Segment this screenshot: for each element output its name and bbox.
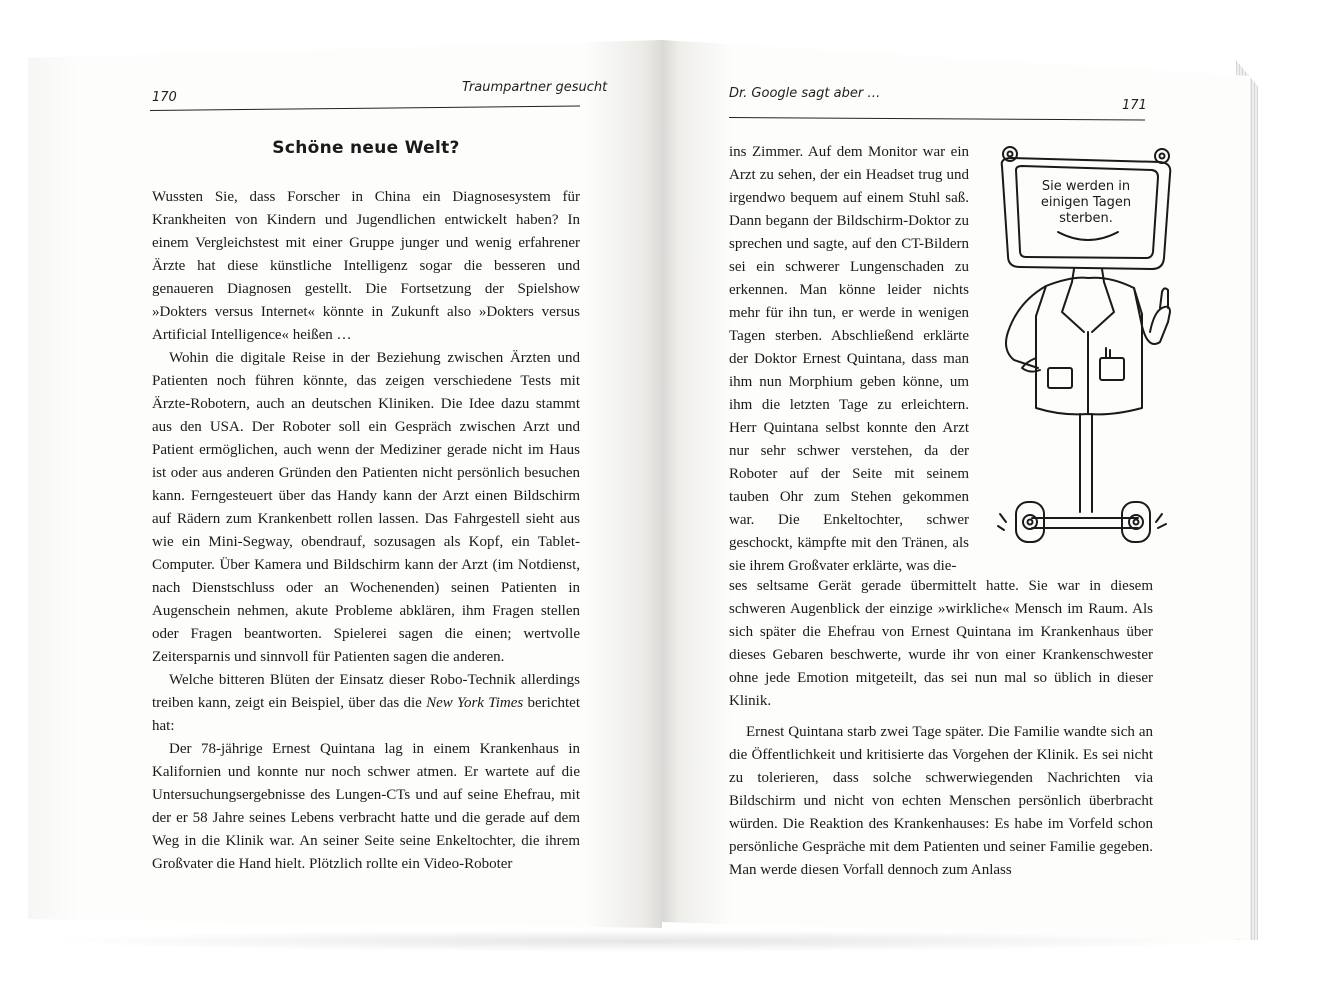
coat-pocket-right [1100, 358, 1124, 380]
right-page-number: 171 [1122, 98, 1147, 113]
segway-pole [1080, 414, 1092, 512]
wheel-right [1122, 502, 1150, 542]
speech-line-3: sterben. [1059, 211, 1113, 226]
left-arm [1006, 286, 1046, 368]
paragraph: Wussten Sie, dass Forscher in China ein Diagnosesystem für Krankheiten von Kindern und Jugendlichen entwickelt haben? In einem Vergleichstest mit einer Gruppe junger und wenig erfahrener Ärzte hat diese künstliche Intelligenz sogar die besseren und genaueren Diagnosen gestellt. Die Fortsetzung der Spielshow »Dokters versus Internet« könnte in Zukunft also »Dokters versus Artificial Intelligence« heißen … [152, 189, 580, 343]
paragraph-text: Welche bitteren Blüten der Einsatz dieser Robo-Technik allerdings treiben kann, zeigt ein Beispiel, über das die [152, 672, 580, 711]
motion-lines-left [998, 514, 1006, 530]
paragraph: ins Zimmer. Auf dem Monitor war ein Arzt zu sehen, der ein Headset trug und irgendwo bequem auf einem Stuhl saß. Dann begann der Bildschirm-Doktor zu sprechen und sagte, auf den CT-Bildern sei ein schwerer Lungenschaden zu erkennen. Man könne leider nichts mehr für ihn tun, er werde in wenigen Tagen sterben. Abschließend erklärte der Doktor Ernest Quintana, dass man ihm nun Morphium geben könne, um ihm die letzten Tage zu erleichtern. Herr Quintana selbst konnte den Arzt nur sehr schwer verstehen, da der Roboter auf der Seite mit seinem tauben Ohr zum Stehen gekommen war. Die Enkeltochter, schwer geschockt, kämpfte mit den Tränen, als sie ihrem Großvater erklärte, was die- [729, 144, 969, 574]
wheel-left [1016, 502, 1044, 542]
speech-line-2: einigen Tagen [1040, 195, 1132, 210]
paragraph-text: berichtet hat: [152, 695, 580, 734]
left-text-column [152, 186, 580, 876]
motion-lines-right [1156, 514, 1166, 528]
monitor-knob-right [1155, 149, 1169, 163]
right-arm [1134, 288, 1168, 344]
section-heading: Schöne neue Welt? [272, 138, 460, 158]
paragraph [152, 669, 580, 738]
paragraph: Wohin die digitale Reise in der Beziehung zwischen Ärzten und Patienten noch führen könnte, das zeigen verschiedene Tests mit Ärzte-Robotern, auch an deutschen Kliniken. Die Idee dazu stammt aus den USA. Der Roboter soll ein Gespräch zwischen Arzt und Patient ermöglichen, auch wenn der Mediziner gerade nicht im Haus ist oder aus anderen Gründen den Patienten nicht persönlich besuchen kann. Ferngesteuert über das Handy kann der Arzt einen Bildschirm auf Rädern zum Krankenbett rollen lassen. Das Fahrgestell sieht aus wie ein Mini-Segway, obendrauf, sozusagen als Kopf, ein Tablet-Computer. Über Kamera und Bildschirm kann der Arzt (im Notdienst, nach Dienstschluss oder an Wochenenden) seinen Patienten in Augenschein nehmen, akute Probleme abklären, ihm Fragen stellen oder Fragen beantworten. Spielerei sagen die einen; wertvolle Zeitersparnis und sinnvoll für Patienten sagen die anderen. [152, 350, 580, 665]
right-text-column-full [729, 575, 1153, 882]
newspaper-title: New York Times [426, 695, 524, 711]
right-text-column-narrow [729, 141, 969, 578]
paragraph: Der 78-jährige Ernest Quintana lag in einem Krankenhaus in Kalifornien und konnte nur noch schwer atmen. Er wartete auf die Untersuchungsergebnisse des Lungen-CTs und auf seine Ehefrau, mit der er 58 Jahre seines Lebens verbracht hatte und die gerade auf dem Weg in die Klinik war. An seiner Seite seine Enkeltochter, die ihrem Großvater die Hand hielt. Plötzlich rollte ein Video-Roboter [152, 741, 580, 872]
paragraph: ses seltsame Gerät gerade übermittelt hatte. Sie war in diesem schweren Augenblick der einzige »wirkliche« Mensch im Raum. Als sich später die Ehefrau von Ernest Quintana im Krankenhaus über dieses Gebaren beschwerte, wurde ihr von einer Krankenschwester ohne jede Emotion mitgeteilt, das sei nun mal so üblich in dieser Klinik. [729, 578, 1153, 709]
smile [1058, 232, 1118, 240]
paragraph: Ernest Quintana starb zwei Tage später. Die Familie wandte sich an die Öffentlichkeit und kritisierte das Vorgehen der Klinik. Es sei nicht zu tolerieren, dass solche schwerwiegenden Nachrichten via Bildschirm und nicht von echten Menschen persönlich überbracht würden. Die Reaktion des Krankenhauses: Es habe im Vorfeld schon persönliche Gespräche mit dem Patienten und seiner Familie gegeben. Man werde diesen Vorfall dennoch zum Anlass [729, 724, 1153, 878]
coat-pocket-left [1048, 368, 1072, 388]
speech-line-1: Sie werden in [1041, 179, 1131, 194]
robot-doctor-illustration [992, 136, 1182, 546]
right-running-head: Dr. Google sagt aber … [729, 86, 881, 101]
left-running-head: Traumpartner gesucht [462, 80, 608, 95]
left-page-number: 170 [152, 90, 177, 105]
thumb [1160, 288, 1168, 308]
